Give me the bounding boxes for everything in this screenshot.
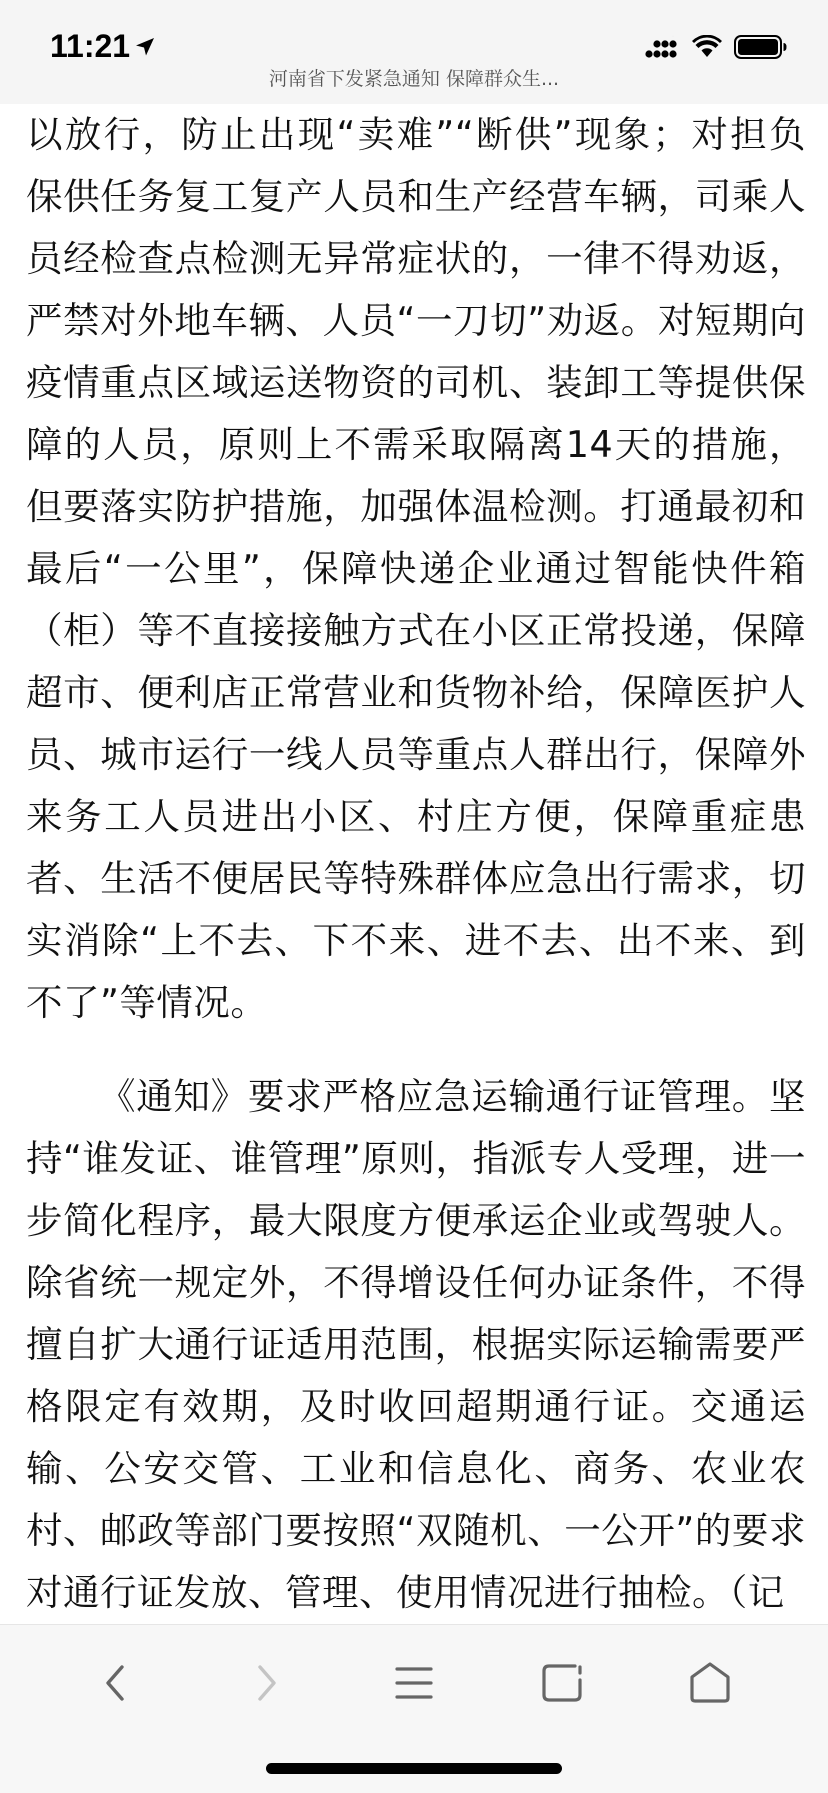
status-bar	[0, 0, 828, 104]
status-icons	[644, 34, 788, 60]
forward-icon	[246, 1661, 286, 1705]
back-icon	[96, 1661, 136, 1705]
article-content	[26, 104, 806, 1624]
page-title: 河南省下发紧急通知 保障群众生...	[0, 64, 828, 91]
tabs-icon	[539, 1660, 585, 1706]
tabs-button[interactable]	[532, 1653, 592, 1713]
cellular-signal-icon	[644, 35, 680, 59]
battery-icon	[734, 34, 788, 60]
forward-button[interactable]	[236, 1653, 296, 1713]
article-paragraph: 《通知》要求严格应急运输通行证管理。坚持“谁发证、谁管理”原则，指派专人受理，进一步简化程序，最大限度方便承运企业或驾驶人。除省统一规定外，不得增设任何办证条件，不得擅自扩大通行证适用范围，根据实际运输需要严格限定有效期，及时收回超期通行证。交通运输、公安交管、工业和信息化、商务、农业农村、邮政等部门要按照“双随机、一公开”的要求对通行证发放、管理、使用情况进行抽检。（记	[26, 1066, 806, 1624]
home-indicator[interactable]	[266, 1763, 562, 1774]
home-icon	[687, 1660, 733, 1706]
location-arrow-icon	[134, 36, 156, 58]
home-button[interactable]	[680, 1653, 740, 1713]
article-paragraph: 以放行，防止出现“卖难”“断供”现象；对担负保供任务复工复产人员和生产经营车辆，司乘人员经检查点检测无异常症状的，一律不得劝返，严禁对外地车辆、人员“一刀切”劝返。对短期向疫情重点区域运送物资的司机、装卸工等提供保障的人员，原则上不需采取隔离14天的措施，但要落实防护措施，加强体温检测。打通最初和最后“一公里”，保障快递企业通过智能快件箱（柜）等不直接接触方式在小区正常投递，保障超市、便利店正常营业和货物补给，保障医护人员、城市运行一线人员等重点人群出行，保障外来务工人员进出小区、村庄方便，保障重症患者、生活不便居民等特殊群体应急出行需求，切实消除“上不去、下不来、进不去、出不来、到不了”等情况。	[26, 104, 806, 1034]
wifi-icon	[692, 35, 722, 59]
status-time-text: 11:21	[50, 28, 130, 65]
status-time	[50, 28, 156, 65]
menu-button[interactable]	[384, 1653, 444, 1713]
bottom-toolbar	[0, 1624, 828, 1793]
menu-icon	[392, 1661, 436, 1705]
back-button[interactable]	[86, 1653, 146, 1713]
